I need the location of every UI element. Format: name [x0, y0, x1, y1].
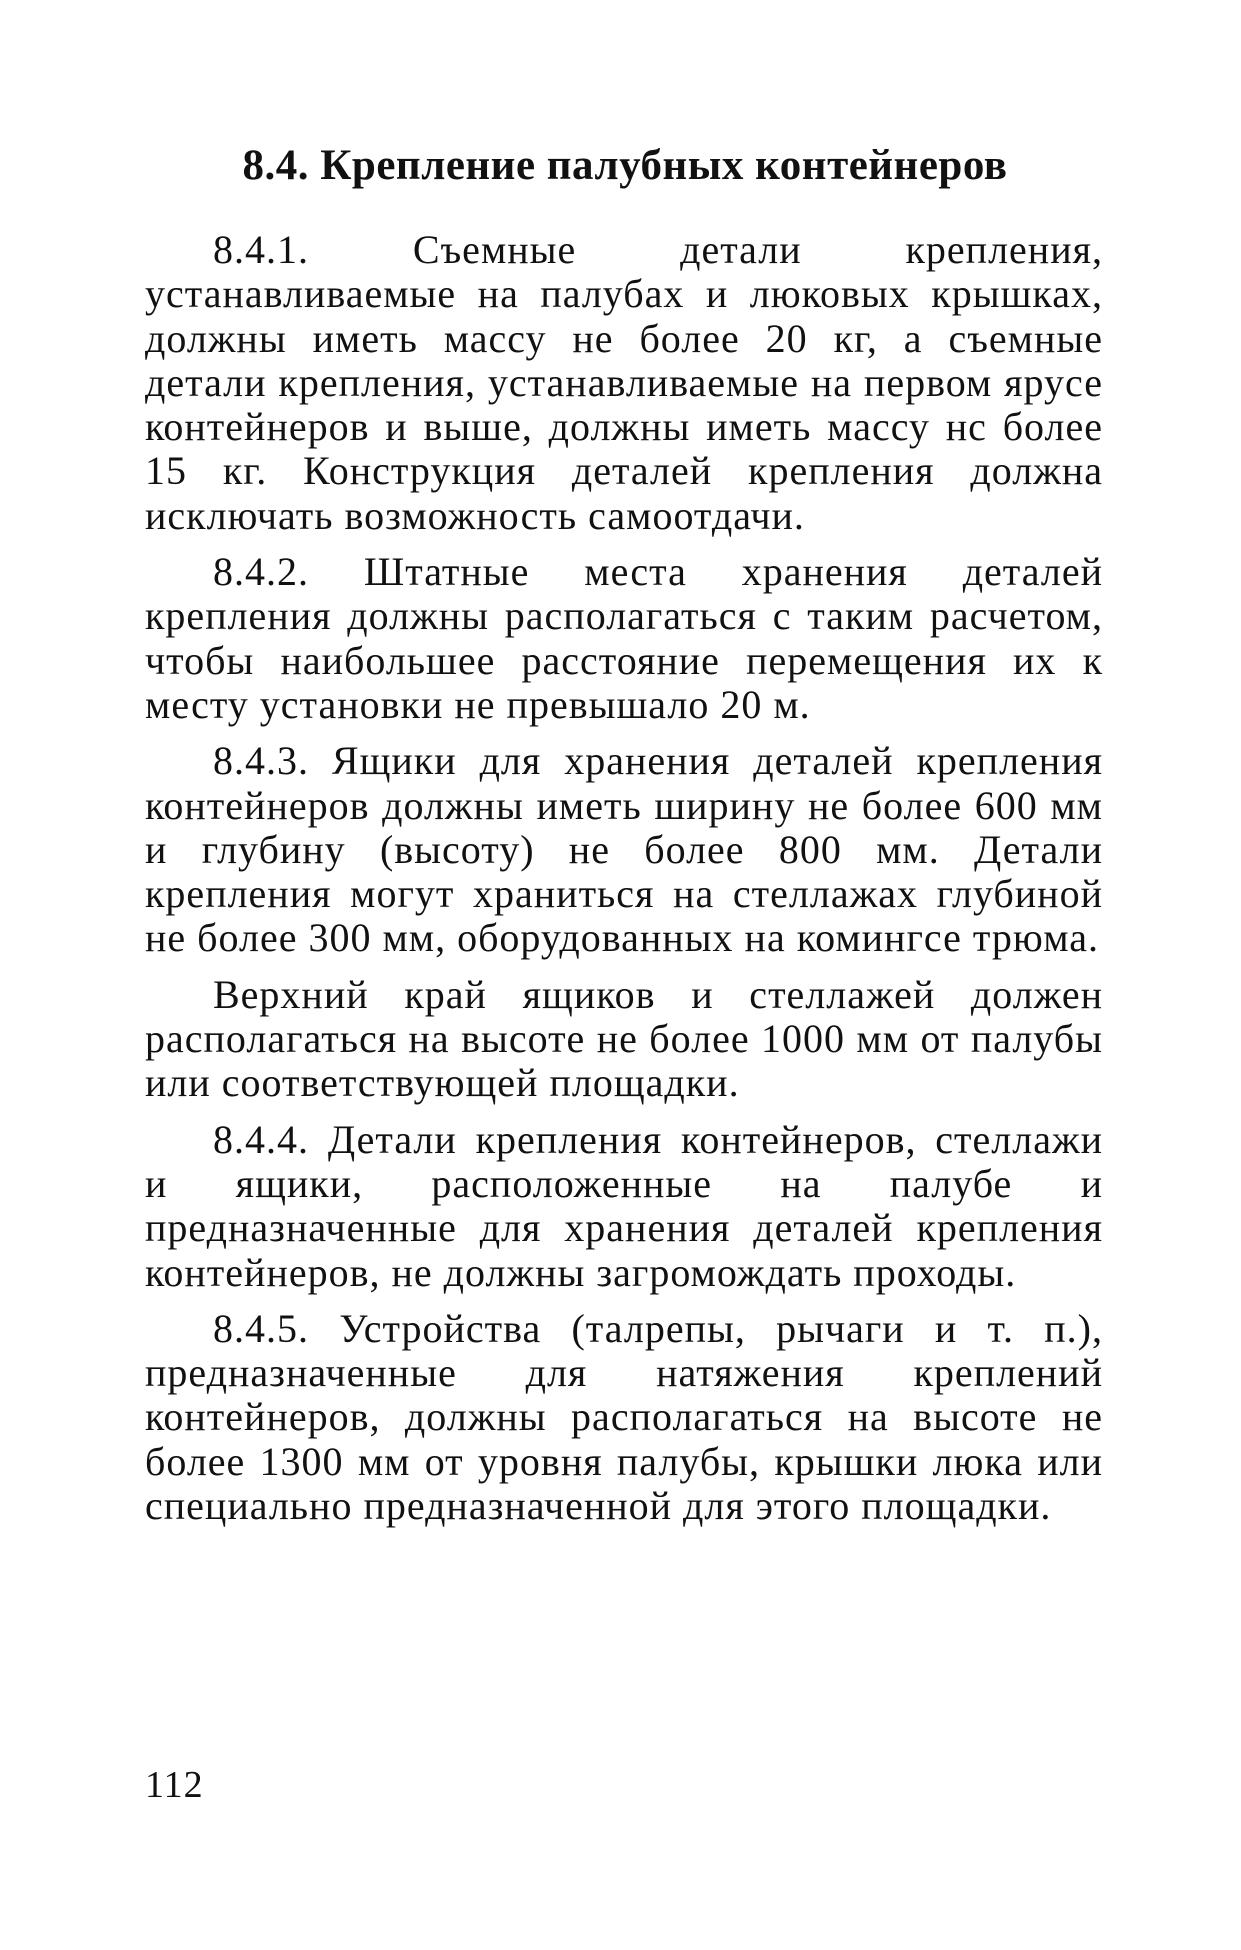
paragraph-8-4-2: 8.4.2. Штатные места хранения деталей крепления должны располагаться с таким расчетом, чтобы наибольшее расстояние перемещения их к месту установки не превышало 20 м. [145, 549, 1103, 727]
section-heading: 8.4. Крепление палубных контейнеров [242, 142, 1008, 189]
section-body [145, 228, 1103, 1540]
paragraph-8-4-5: 8.4.5. Устройства (талрепы, рычаги и т. п.), предназначенные для натяжения креплений контейнеров, должны располагаться на высоте не более 1300 мм от уровня палубы, крышки люка или специально предназначенной для этого площадки. [145, 1305, 1103, 1529]
paragraph-8-4-1: 8.4.1. Съемные детали крепления, устанавливаемые на палубах и люковых крышках, должны иметь массу не более 20 кг, а съемные детали крепления, устанавливаемые на первом ярусе контейнеров и выше, должны иметь массу нс более 15 кг. Конструкция деталей крепления должна исключать возможность самоотдачи. [145, 227, 1103, 538]
page-number: 112 [145, 1764, 204, 1806]
paragraph-8-4-3: 8.4.3. Ящики для хранения деталей крепления контейнеров должны иметь ширину не более 600 мм и глубину (высоту) не более 800 мм. Детали крепления могут храниться на стеллажах глубиной не более 300 мм, оборудованных на комингсе трюма. [145, 738, 1103, 961]
paragraph-8-4-4: 8.4.4. Детали крепления контейнеров, стеллажи и ящики, расположенные на палубе и предназначенные для хранения деталей крепления контейнеров, не должны загромождать проходы. [145, 1116, 1103, 1295]
paragraph-8-4-3-continued: Верхний край ящиков и стеллажей должен располагаться на высоте не более 1000 мм от палубы или соответствующей площадки. [145, 971, 1103, 1106]
